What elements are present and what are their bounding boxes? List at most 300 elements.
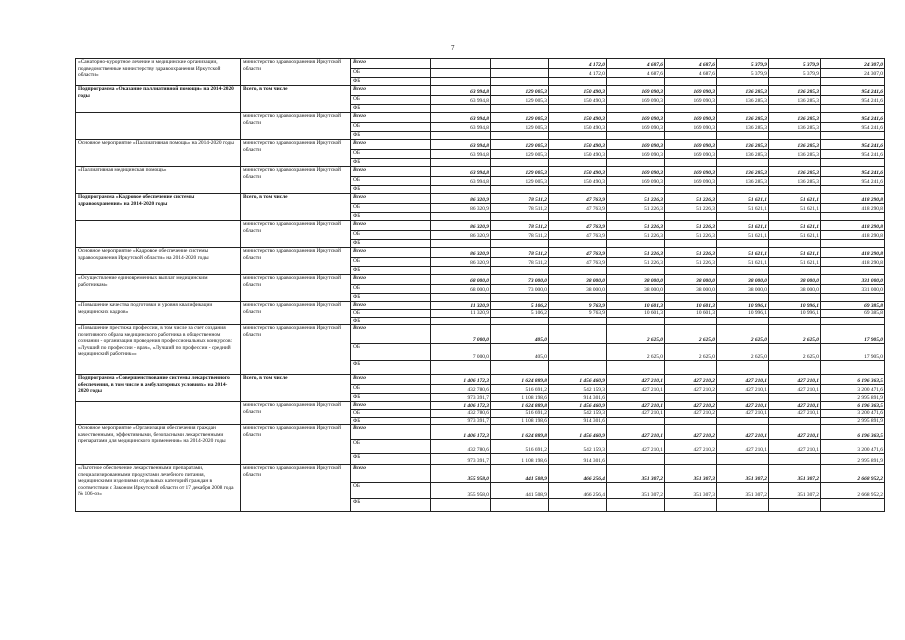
amount-cell: 427 210,1	[769, 410, 821, 418]
amount-cell	[665, 186, 717, 194]
funding-source-cell: ФБ	[351, 78, 431, 86]
amount-cell	[549, 499, 607, 512]
amount-cell	[665, 78, 717, 86]
amount-cell: 24 307,0	[821, 59, 885, 69]
amount-cell: 51 621,1	[769, 221, 821, 231]
amount-cell	[821, 499, 885, 512]
amount-cell: 6 196 363,5	[821, 402, 885, 410]
table-row	[76, 194, 885, 204]
amount-cell	[769, 78, 821, 86]
amount-cell	[431, 267, 491, 275]
amount-cell: 51 621,1	[769, 204, 821, 213]
amount-cell	[665, 240, 717, 248]
amount-cell	[549, 267, 607, 275]
funding-source-cell: ФБ	[351, 267, 431, 275]
table-row	[76, 221, 885, 231]
amount-cell: 427 210,1	[607, 440, 665, 454]
funding-source-cell: Всего	[351, 113, 431, 123]
amount-cell: 10 601,3	[665, 302, 717, 310]
amount-cell: 51 621,1	[717, 221, 769, 231]
amount-cell	[665, 499, 717, 512]
amount-cell: 954 241,6	[821, 96, 885, 105]
program-name-cell: «Паллиативная медицинская помощь»	[76, 167, 241, 194]
amount-cell: 2 625,0	[665, 344, 717, 361]
amount-cell: 63 994,8	[431, 113, 491, 123]
responsible-cell: министерство здравоохранения Иркутской области	[241, 275, 351, 302]
amount-cell: 11 320,9	[431, 302, 491, 310]
amount-cell	[431, 159, 491, 167]
amount-cell: 150 490,3	[549, 177, 607, 186]
amount-cell: 78 511,2	[491, 204, 549, 213]
amount-cell: 954 241,6	[821, 86, 885, 96]
amount-cell: 418 290,8	[821, 221, 885, 231]
amount-cell	[491, 267, 549, 275]
amount-cell	[769, 417, 821, 425]
amount-cell	[607, 186, 665, 194]
table-row	[76, 275, 885, 285]
responsible-cell: министерство здравоохранения Иркутской области	[241, 140, 351, 167]
amount-cell: 6 196 363,5	[821, 375, 885, 385]
table-row	[76, 425, 885, 440]
amount-cell	[491, 294, 549, 302]
amount-cell	[607, 213, 665, 221]
amount-cell	[717, 361, 769, 375]
amount-cell: 427 210,1	[717, 425, 769, 440]
table-row	[76, 465, 885, 483]
amount-cell: 351 307,2	[717, 465, 769, 483]
amount-cell	[607, 394, 665, 402]
amount-cell: 914 301,6	[549, 417, 607, 425]
amount-cell	[769, 132, 821, 140]
amount-cell: 1 406 172,3	[431, 375, 491, 385]
funding-source-cell: ФБ	[351, 213, 431, 221]
amount-cell: 427 210,1	[717, 440, 769, 454]
amount-cell: 516 691,2	[491, 410, 549, 418]
amount-cell: 68 000,0	[431, 275, 491, 285]
amount-cell: 351 307,2	[769, 465, 821, 483]
amount-cell: 51 226,3	[665, 221, 717, 231]
amount-cell: 355 958,0	[431, 465, 491, 483]
amount-cell: 169 090,3	[665, 167, 717, 177]
amount-cell	[491, 132, 549, 140]
amount-cell	[717, 186, 769, 194]
amount-cell	[769, 361, 821, 375]
amount-cell: 38 000,0	[665, 285, 717, 294]
amount-cell	[491, 240, 549, 248]
amount-cell: 5 106,2	[491, 310, 549, 318]
funding-source-cell: ОБ	[351, 150, 431, 159]
responsible-cell: Всего, в том числе	[241, 375, 351, 402]
amount-cell	[549, 213, 607, 221]
funding-source-cell: ОБ	[351, 204, 431, 213]
amount-cell: 351 307,2	[607, 465, 665, 483]
amount-cell: 150 490,3	[549, 86, 607, 96]
amount-cell: 136 285,3	[717, 150, 769, 159]
amount-cell: 78 511,2	[491, 231, 549, 240]
funding-source-cell: ОБ	[351, 177, 431, 186]
amount-cell	[665, 394, 717, 402]
amount-cell: 427 210,2	[665, 410, 717, 418]
amount-cell	[717, 159, 769, 167]
amount-cell	[607, 294, 665, 302]
program-name-cell: «Осуществление единовременных выплат медицинским работникам»	[76, 275, 241, 302]
amount-cell: 51 621,1	[717, 258, 769, 267]
amount-cell: 169 090,3	[607, 167, 665, 177]
amount-cell: 427 210,1	[769, 385, 821, 394]
amount-cell: 2 625,0	[665, 325, 717, 344]
table-row	[76, 167, 885, 177]
amount-cell: 47 763,9	[549, 194, 607, 204]
amount-cell: 418 290,8	[821, 248, 885, 258]
funding-source-cell: ОБ	[351, 69, 431, 78]
table-row	[76, 59, 885, 69]
amount-cell	[607, 105, 665, 113]
funding-source-cell: Всего	[351, 325, 431, 344]
amount-cell: 51 621,1	[717, 248, 769, 258]
amount-cell: 63 994,8	[431, 167, 491, 177]
amount-cell: 427 210,1	[769, 402, 821, 410]
amount-cell: 914 301,6	[549, 394, 607, 402]
funding-source-cell: ФБ	[351, 417, 431, 425]
funding-source-cell: ФБ	[351, 186, 431, 194]
amount-cell	[769, 499, 821, 512]
amount-cell: 2 995 891,9	[821, 394, 885, 402]
amount-cell: 38 000,0	[769, 285, 821, 294]
amount-cell	[607, 240, 665, 248]
program-name-cell: «Повышение качества подготовки и уровня квалификации медицинских кадров»	[76, 302, 241, 325]
amount-cell	[491, 317, 549, 325]
amount-cell	[607, 78, 665, 86]
funding-source-cell: ОБ	[351, 483, 431, 499]
funding-source-cell: ОБ	[351, 123, 431, 132]
amount-cell	[769, 186, 821, 194]
amount-cell: 427 210,1	[717, 410, 769, 418]
amount-cell: 4 687,6	[665, 59, 717, 69]
amount-cell: 51 226,3	[607, 248, 665, 258]
amount-cell: 7 000,0	[431, 325, 491, 344]
amount-cell: 38 000,0	[607, 275, 665, 285]
table-row	[76, 113, 885, 123]
amount-cell: 169 090,3	[665, 96, 717, 105]
amount-cell: 51 226,3	[665, 248, 717, 258]
amount-cell: 136 285,3	[769, 96, 821, 105]
amount-cell	[607, 454, 665, 465]
amount-cell	[821, 294, 885, 302]
amount-cell	[549, 186, 607, 194]
amount-cell: 10 996,1	[717, 310, 769, 318]
amount-cell: 355 958,0	[431, 483, 491, 499]
amount-cell: 10 601,3	[607, 310, 665, 318]
amount-cell: 38 000,0	[769, 275, 821, 285]
amount-cell: 169 090,3	[607, 177, 665, 186]
amount-cell	[821, 186, 885, 194]
amount-cell	[431, 317, 491, 325]
amount-cell	[717, 105, 769, 113]
amount-cell: 954 241,6	[821, 167, 885, 177]
amount-cell: 10 996,1	[769, 302, 821, 310]
program-name-cell: Подпрограмма «Совершенствование системы лекарственного обеспечения, в том числе в амбулаторных условиях» на 2014-2020 годы	[76, 375, 241, 402]
funding-source-cell: ОБ	[351, 410, 431, 418]
amount-cell	[717, 240, 769, 248]
responsible-cell: министерство здравоохранения Иркутской области	[241, 248, 351, 275]
amount-cell: 6 196 363,5	[821, 425, 885, 440]
page-number: 7	[451, 44, 455, 52]
funding-source-cell: ФБ	[351, 159, 431, 167]
amount-cell: 51 621,1	[717, 231, 769, 240]
amount-cell	[491, 186, 549, 194]
amount-cell: 2 625,0	[769, 325, 821, 344]
amount-cell: 973 391,7	[431, 454, 491, 465]
amount-cell	[665, 417, 717, 425]
amount-cell: 4 687,6	[607, 59, 665, 69]
amount-cell: 129 005,3	[491, 96, 549, 105]
amount-cell	[821, 361, 885, 375]
amount-cell: 331 000,0	[821, 285, 885, 294]
amount-cell: 78 511,2	[491, 248, 549, 258]
program-name-cell: Основное мероприятие «Организация обеспечения граждан качественными, эффективными, безопасными лекарственными препаратами для медицинского применения» на 2014-2020 годы	[76, 425, 241, 465]
amount-cell	[821, 240, 885, 248]
amount-cell: 9 763,9	[549, 310, 607, 318]
amount-cell: 427 210,1	[769, 440, 821, 454]
amount-cell	[717, 417, 769, 425]
amount-cell: 150 490,3	[549, 167, 607, 177]
amount-cell: 136 285,3	[769, 140, 821, 150]
amount-cell: 150 490,3	[549, 150, 607, 159]
table-row	[76, 248, 885, 258]
amount-cell: 51 621,1	[769, 258, 821, 267]
funding-source-cell: ОБ	[351, 344, 431, 361]
amount-cell: 51 621,1	[769, 194, 821, 204]
amount-cell: 17 905,0	[821, 344, 885, 361]
amount-cell: 2 995 891,9	[821, 454, 885, 465]
funding-source-cell: Всего	[351, 167, 431, 177]
amount-cell	[431, 186, 491, 194]
amount-cell: 1 456 460,9	[549, 402, 607, 410]
amount-cell: 418 290,8	[821, 194, 885, 204]
amount-cell: 2 668 952,2	[821, 483, 885, 499]
amount-cell: 169 090,3	[607, 150, 665, 159]
program-name-cell: Основное мероприятие «Кадровое обеспечение системы здравоохранения Иркутской области» на 2014-2020 годы	[76, 248, 241, 275]
amount-cell: 351 307,3	[665, 483, 717, 499]
amount-cell	[665, 267, 717, 275]
amount-cell: 11 320,9	[431, 310, 491, 318]
funding-source-cell: Всего	[351, 140, 431, 150]
amount-cell: 427 210,2	[665, 375, 717, 385]
amount-cell	[665, 159, 717, 167]
amount-cell: 427 210,2	[665, 440, 717, 454]
amount-cell: 418 290,8	[821, 231, 885, 240]
amount-cell: 38 000,0	[717, 275, 769, 285]
amount-cell: 129 005,3	[491, 140, 549, 150]
amount-cell: 973 391,7	[431, 417, 491, 425]
responsible-cell: Всего, в том числе	[241, 194, 351, 221]
amount-cell	[607, 361, 665, 375]
program-name-cell: Основное мероприятие «Паллиативная помощь» на 2014-2020 годы	[76, 140, 241, 167]
amount-cell: 150 490,3	[549, 96, 607, 105]
amount-cell	[665, 361, 717, 375]
funding-source-cell: Всего	[351, 275, 431, 285]
program-name-cell: Подпрограмма «Оказание паллиативной помощи» на 2014-2020 годы	[76, 86, 241, 113]
funding-source-cell: Всего	[351, 194, 431, 204]
amount-cell: 432 780,6	[431, 410, 491, 418]
budget-table	[75, 58, 885, 512]
table-row	[76, 402, 885, 410]
program-name-cell: «Льготное обеспечение лекарственными препаратами, специализированными продуктами лечебного питания, медицинскими изделиями отдельных категорий граждан в соответствии с Законом Иркутской области от 17 декабря 2008 года № 106-оз»	[76, 465, 241, 512]
funding-source-cell: ФБ	[351, 361, 431, 375]
amount-cell: 4 687,6	[665, 69, 717, 78]
funding-source-cell: Всего	[351, 221, 431, 231]
amount-cell: 954 241,6	[821, 113, 885, 123]
funding-source-cell: ФБ	[351, 454, 431, 465]
amount-cell: 418 290,8	[821, 204, 885, 213]
amount-cell: 441 508,9	[491, 483, 549, 499]
funding-source-cell: Всего	[351, 302, 431, 310]
amount-cell: 38 000,0	[549, 275, 607, 285]
amount-cell	[607, 417, 665, 425]
amount-cell: 427 210,1	[607, 425, 665, 440]
amount-cell: 427 210,1	[607, 402, 665, 410]
program-name-cell	[76, 402, 241, 425]
amount-cell: 129 005,3	[491, 113, 549, 123]
amount-cell	[769, 394, 821, 402]
amount-cell: 5 379,9	[717, 59, 769, 69]
amount-cell: 10 601,3	[665, 310, 717, 318]
amount-cell: 1 624 889,8	[491, 375, 549, 385]
amount-cell	[821, 213, 885, 221]
amount-cell: 351 307,2	[607, 483, 665, 499]
amount-cell: 51 226,3	[607, 194, 665, 204]
amount-cell	[717, 213, 769, 221]
amount-cell: 129 005,3	[491, 177, 549, 186]
amount-cell: 466 256,4	[549, 483, 607, 499]
amount-cell: 169 090,3	[607, 86, 665, 96]
amount-cell: 150 490,3	[549, 113, 607, 123]
amount-cell: 542 159,3	[549, 385, 607, 394]
amount-cell: 17 905,0	[821, 325, 885, 344]
amount-cell: 136 285,3	[717, 167, 769, 177]
amount-cell: 63 994,8	[431, 150, 491, 159]
amount-cell: 954 241,6	[821, 150, 885, 159]
amount-cell: 86 320,9	[431, 194, 491, 204]
amount-cell: 914 301,6	[549, 454, 607, 465]
amount-cell: 542 159,3	[549, 410, 607, 418]
amount-cell: 2 625,0	[607, 325, 665, 344]
amount-cell	[549, 294, 607, 302]
amount-cell: 47 763,9	[549, 221, 607, 231]
program-name-cell	[76, 113, 241, 140]
amount-cell: 351 307,3	[665, 465, 717, 483]
amount-cell	[717, 454, 769, 465]
funding-source-cell: ОБ	[351, 231, 431, 240]
amount-cell: 405,0	[491, 325, 549, 344]
amount-cell: 2 625,0	[769, 344, 821, 361]
amount-cell	[549, 240, 607, 248]
amount-cell: 136 285,3	[717, 96, 769, 105]
amount-cell: 47 763,9	[549, 258, 607, 267]
amount-cell: 427 210,1	[769, 375, 821, 385]
amount-cell: 3 200 471,6	[821, 410, 885, 418]
amount-cell	[665, 132, 717, 140]
amount-cell	[491, 105, 549, 113]
funding-source-cell: ФБ	[351, 499, 431, 512]
amount-cell	[769, 105, 821, 113]
amount-cell	[431, 499, 491, 512]
amount-cell: 351 307,2	[717, 483, 769, 499]
amount-cell	[549, 159, 607, 167]
amount-cell: 86 320,9	[431, 221, 491, 231]
amount-cell: 73 000,0	[491, 285, 549, 294]
table-row	[76, 375, 885, 385]
amount-cell	[769, 294, 821, 302]
responsible-cell: министерство здравоохранения Иркутской области	[241, 302, 351, 325]
responsible-cell: министерство здравоохранения Иркутской области	[241, 465, 351, 512]
amount-cell: 63 994,8	[431, 177, 491, 186]
amount-cell: 9 763,9	[549, 302, 607, 310]
amount-cell: 63 994,8	[431, 86, 491, 96]
amount-cell	[549, 78, 607, 86]
amount-cell: 136 285,3	[717, 86, 769, 96]
amount-cell: 427 210,2	[665, 425, 717, 440]
amount-cell	[491, 59, 549, 69]
amount-cell	[769, 454, 821, 465]
amount-cell: 78 511,2	[491, 221, 549, 231]
amount-cell: 51 226,3	[665, 204, 717, 213]
funding-source-cell: ОБ	[351, 385, 431, 394]
amount-cell: 5 379,9	[769, 59, 821, 69]
responsible-cell: министерство здравоохранения Иркутской области	[241, 425, 351, 465]
amount-cell: 63 994,8	[431, 123, 491, 132]
funding-source-cell: ОБ	[351, 285, 431, 294]
amount-cell: 5 379,9	[717, 69, 769, 78]
amount-cell	[607, 267, 665, 275]
amount-cell: 38 000,0	[665, 275, 717, 285]
amount-cell: 129 005,3	[491, 123, 549, 132]
funding-source-cell: ОБ	[351, 310, 431, 318]
amount-cell: 169 090,3	[665, 140, 717, 150]
amount-cell	[821, 78, 885, 86]
amount-cell: 516 691,2	[491, 385, 549, 394]
amount-cell: 405,0	[491, 344, 549, 361]
amount-cell	[769, 267, 821, 275]
amount-cell: 38 000,0	[549, 285, 607, 294]
amount-cell: 136 285,3	[769, 167, 821, 177]
amount-cell: 136 285,3	[717, 113, 769, 123]
amount-cell: 418 290,8	[821, 258, 885, 267]
amount-cell	[821, 132, 885, 140]
budget-table-body	[76, 59, 885, 512]
funding-source-cell: Всего	[351, 402, 431, 410]
amount-cell	[821, 267, 885, 275]
amount-cell: 3 200 471,6	[821, 440, 885, 454]
amount-cell	[549, 105, 607, 113]
amount-cell: 427 210,1	[717, 375, 769, 385]
funding-source-cell: Всего	[351, 375, 431, 385]
amount-cell: 1 108 198,6	[491, 454, 549, 465]
amount-cell: 169 090,3	[665, 123, 717, 132]
amount-cell: 427 210,1	[717, 385, 769, 394]
amount-cell: 86 320,9	[431, 258, 491, 267]
amount-cell	[491, 159, 549, 167]
amount-cell: 150 490,3	[549, 123, 607, 132]
funding-source-cell: Всего	[351, 425, 431, 440]
amount-cell: 136 285,3	[769, 113, 821, 123]
responsible-cell: министерство здравоохранения Иркутской области	[241, 221, 351, 248]
amount-cell: 169 090,3	[607, 113, 665, 123]
amount-cell: 169 090,3	[665, 113, 717, 123]
amount-cell: 2 995 891,9	[821, 417, 885, 425]
amount-cell: 86 320,9	[431, 204, 491, 213]
amount-cell: 51 226,3	[607, 231, 665, 240]
